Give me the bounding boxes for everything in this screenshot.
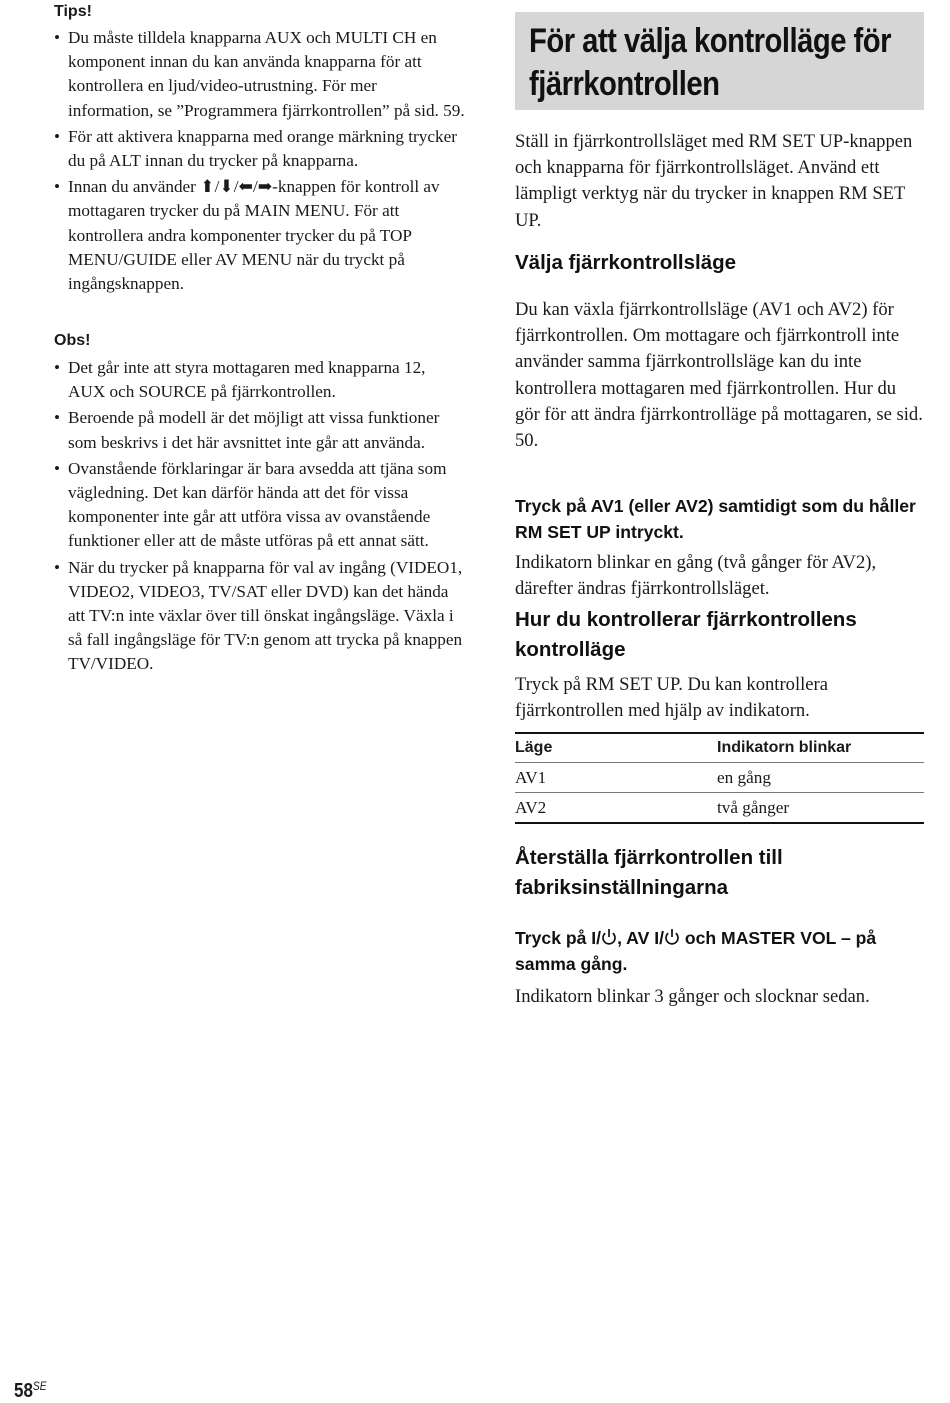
table-header-row (515, 733, 924, 763)
power-icon (664, 928, 680, 946)
obs-text: Beroende på modell är det möjligt att vissa funktioner som beskrivs i det här avsnittet inte går att använda. (68, 408, 440, 452)
page-number-suffix: SE (32, 1379, 47, 1393)
tip-text: För att aktivera knapparna med orange märkning trycker du på ALT innan du trycker på knapparna. (68, 126, 457, 171)
step-instruction: Tryck på AV1 (eller AV2) samtidigt som du håller RM SET UP intryckt. (515, 496, 916, 542)
page-title: För att välja kontrolläge för fjärrkontrollen (529, 22, 891, 103)
bullet-icon: • (54, 126, 61, 146)
bullet-icon: • (54, 358, 61, 377)
reset-step-text: och MASTER VOL – på samma gång. (515, 928, 877, 974)
bullet-icon: • (54, 177, 61, 197)
reset-step-text: Tryck på I/ (515, 928, 602, 948)
tip-text: Du måste tilldela knapparna AUX och MULTI CH en komponent innan du kan använda knapparna för att kontrollera en ljud/video-utrustning. För mer information, se ”Programmera fjärrkontrollen” på sid. 59. (68, 28, 465, 120)
table-row (515, 793, 924, 824)
table-cell: AV2 (515, 797, 547, 817)
step-result: Indikatorn blinkar en gång (två gånger för AV2), därefter ändras fjärrkontrollsläget. (515, 552, 877, 600)
list-item (54, 406, 466, 454)
mode-indicator-table (515, 732, 924, 824)
power-icon (601, 928, 617, 946)
table-cell: AV1 (515, 763, 717, 793)
section-heading-check-mode: Hur du kontrollerar fjärrkontrollens kontrolläge (515, 608, 857, 661)
list-item (54, 125, 466, 173)
list-item (54, 26, 466, 123)
section-heading-select-mode: Välja fjärrkontrollsläge (515, 251, 737, 274)
reset-step-instruction (515, 926, 924, 977)
bullet-icon: • (54, 458, 61, 478)
column-header: Indikatorn blinkar (717, 733, 924, 763)
obs-list (54, 356, 466, 679)
page-number-value: 58 (14, 1380, 33, 1402)
reset-step-result: Indikatorn blinkar 3 gånger och slocknar sedan. (515, 986, 870, 1007)
obs-heading: Obs! (54, 332, 91, 349)
list-item (54, 457, 466, 554)
list-item (54, 356, 466, 404)
table-cell: två gånger (717, 797, 790, 817)
page-number (14, 1374, 47, 1403)
list-item (54, 175, 466, 296)
tips-list (54, 26, 466, 298)
section-body-check-mode: Tryck på RM SET UP. Du kan kontrollera fjärrkontrollen med hjälp av indikatorn. (515, 674, 828, 722)
table-cell: en gång (717, 763, 924, 793)
table-row (515, 763, 924, 793)
section-banner (515, 12, 924, 110)
reset-step-text: , AV I/ (617, 928, 664, 948)
bullet-icon: • (54, 28, 61, 47)
tips-heading: Tips! (54, 3, 92, 20)
obs-text: Det går inte att styra mottagaren med knapparna 12, AUX och SOURCE på fjärrkontrollen. (68, 358, 426, 402)
tip-text: Innan du använder ⬆/⬇/⬅/➡-knappen för kontroll av mottagaren trycker du på MAIN MENU. För att kontrollera andra komponenter trycker du på TOP MENU/GUIDE eller AV MENU när du tryckt på ingångsknappen. (68, 177, 440, 294)
obs-text: Ovanstående förklaringar är bara avsedda att tjäna som vägledning. Det kan därför hända att det för vissa komponenter inte går att utföra vissa av ovanstående funktioner eller att de måste utföras på ett annat sätt. (68, 458, 447, 551)
bullet-icon: • (54, 557, 61, 577)
intro-paragraph: Ställ in fjärrkontrollsläget med RM SET UP-knappen och knapparna för fjärrkontrollsläget. Använd ett lämpligt verktyg när du trycker in knappen RM SET UP. (515, 131, 913, 231)
right-column (515, 12, 924, 1007)
column-header: Läge (515, 733, 717, 763)
section-heading-reset: Återställa fjärrkontrollen till fabriksinställningarna (515, 846, 783, 899)
list-item (54, 556, 466, 677)
obs-text: När du trycker på knapparna för val av ingång (VIDEO1, VIDEO2, VIDEO3, TV/SAT eller DVD) kan det hända att TV:n inte växlar över till önskat ingångsläge. Växla i så fall ingångsläge för TV:n genom att trycka på knappen TV/VIDEO. (68, 557, 463, 674)
section-body-select-mode: Du kan växla fjärrkontrollsläge (AV1 och AV2) för fjärrkontrollen. Om mottagare och fjärrkontroll inte använder samma fjärrkontrollsläge kan du inte kontrollera mottagaren med fjärrkontrollen. Hur du gör för att ändra fjärrkontrolläge på mottagaren, se sid. 50. (515, 299, 923, 452)
bullet-icon: • (54, 408, 61, 428)
